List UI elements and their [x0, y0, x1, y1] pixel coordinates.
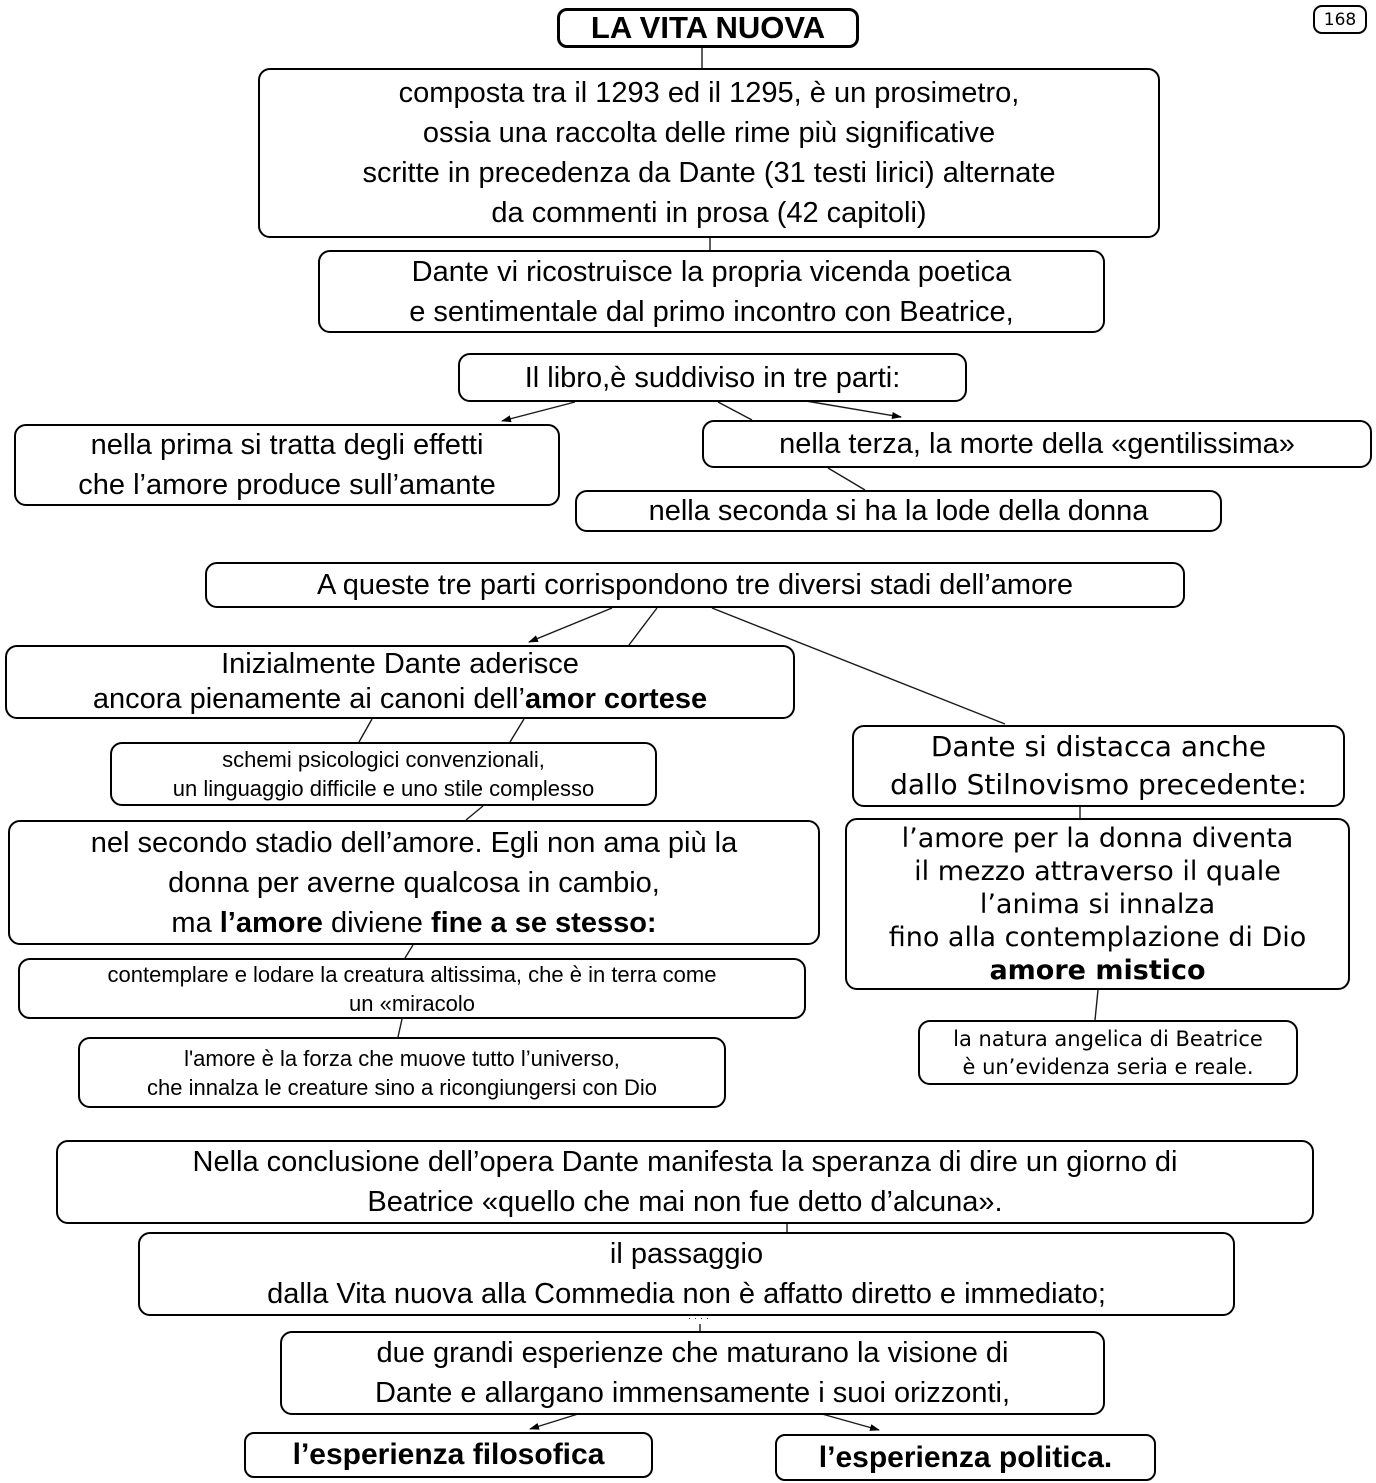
text-line: nella seconda si ha la lode della donna [648, 495, 1149, 527]
text-line: scritte in precedenza da Dante (31 testi lirici) alternate [362, 157, 1056, 189]
text-line [93, 682, 707, 717]
text-line: Dante si distacca anche [930, 730, 1267, 763]
text-line: Beatrice «quello che mai non fue detto d’alcuna». [367, 1186, 1003, 1218]
text-segment: ma [171, 906, 220, 939]
text-line: ossia una raccolta delle rime più significative [422, 117, 996, 149]
text-line: che innalza le creature sino a ricongiungersi con Dio [147, 1074, 657, 1100]
text-line: nel secondo stadio dell’amore. Egli non ama più la [90, 826, 738, 859]
box-tre-stadi [205, 562, 1185, 608]
box-passaggio [138, 1232, 1235, 1316]
page-number: 168 [1323, 9, 1357, 30]
box-composta [258, 68, 1160, 238]
connector [510, 719, 524, 742]
text-line: nella terza, la morte della «gentilissima» [779, 428, 1295, 460]
text-line: Inizialmente Dante aderisce [221, 648, 579, 680]
text-line: la natura angelica di Beatrice [953, 1026, 1263, 1051]
text-line: l’esperienza filosofica [292, 1438, 605, 1471]
text-line: da commenti in prosa (42 capitoli) [491, 197, 927, 229]
text-segment-bold: fine a se stesso: [430, 906, 657, 939]
page-title: LA VITA NUOVA [590, 10, 826, 45]
connector [502, 402, 575, 421]
text-line: l'amore è la forza che muove tutto l’universo, [184, 1045, 620, 1071]
text-line: Nella conclusione dell’opera Dante manifesta la speranza di dire un giorno di [192, 1146, 1178, 1178]
box-amor-cortese [5, 645, 795, 719]
text-segment-bold: l’amore [219, 906, 323, 939]
text-line [171, 903, 656, 943]
connector [359, 719, 372, 742]
text-segment: diviene [322, 906, 431, 939]
text-line: fino alla contemplazione di Dio [888, 921, 1307, 953]
connector [398, 1019, 402, 1037]
box-natura-angelica [918, 1020, 1298, 1085]
text-line: è un’evidenza seria e reale. [962, 1054, 1254, 1079]
connector [405, 945, 413, 958]
connector [822, 1414, 879, 1430]
text-line-bold [989, 954, 1205, 987]
text-line: un linguaggio difficile e uno stile complesso [172, 776, 595, 801]
box-terza-parte [702, 420, 1372, 468]
box-forza-universo [78, 1037, 726, 1108]
box-schemi [110, 742, 657, 806]
box-secondo-stadio [8, 820, 820, 945]
connector [629, 608, 657, 645]
connector [718, 402, 752, 420]
text-line: nella prima si tratta degli effetti [90, 429, 484, 461]
text-line: un «miracolo [349, 990, 475, 1016]
text-line: il passaggio [609, 1238, 764, 1270]
box-esperienza-politica [775, 1434, 1156, 1481]
text-line: l’anima si innalza [979, 888, 1216, 920]
text-line: e sentimentale dal primo incontro con Beatrice, [409, 295, 1014, 328]
text-line: che l’amore produce sull’amante [78, 469, 496, 501]
text-line: donna per averne qualcosa in cambio, [168, 866, 660, 899]
box-prima-parte [14, 424, 560, 506]
box-tre-parti [458, 353, 967, 402]
text-line: Il libro,è suddiviso in tre parti: [524, 361, 901, 394]
text-line: l’esperienza politica. [818, 1440, 1113, 1474]
text-line: contemplare e lodare la creatura altissima, che è in terra come [107, 961, 717, 987]
box-vicenda [318, 250, 1105, 333]
text-line: due grandi esperienze che maturano la visione di [376, 1337, 1009, 1369]
connector [828, 468, 865, 490]
text-line: A queste tre parti corrispondono tre diversi stadi dell’amore [317, 569, 1073, 601]
box-distacca-stilnovismo [852, 725, 1345, 807]
connector [466, 806, 483, 820]
connector [806, 401, 901, 417]
text-line: composta tra il 1293 ed il 1295, è un prosimetro, [398, 77, 1020, 109]
page-number-badge [1313, 5, 1367, 34]
box-amore-mistico [845, 818, 1350, 990]
text-line: schemi psicologici convenzionali, [222, 747, 545, 772]
text-line: Dante e allargano immensamente i suoi orizzonti, [374, 1377, 1011, 1409]
text-line: dallo Stilnovismo precedente: [890, 768, 1307, 801]
text-line: il mezzo attraverso il quale [914, 855, 1281, 887]
text-line: dalla Vita nuova alla Commedia non è affatto diretto e immediato; [267, 1278, 1106, 1310]
text-segment-bold: amor cortese [524, 683, 708, 715]
text-line: l’amore per la donna diventa [901, 822, 1294, 854]
text-line: Dante vi ricostruisce la propria vicenda poetica [411, 255, 1012, 288]
text-segment: ancora pienamente ai canoni dell’ [92, 683, 525, 715]
box-due-esperienze [280, 1331, 1105, 1415]
connector [1095, 990, 1098, 1020]
box-title [557, 8, 859, 48]
text-segment-bold: amore mistico [989, 954, 1206, 986]
connector [529, 608, 612, 642]
connector-label: ···· [688, 1313, 712, 1323]
box-seconda-parte [575, 490, 1222, 532]
box-contemplare [18, 958, 806, 1019]
box-conclusione [56, 1140, 1314, 1224]
box-esperienza-filosofica [244, 1432, 653, 1478]
connector [530, 1414, 578, 1429]
